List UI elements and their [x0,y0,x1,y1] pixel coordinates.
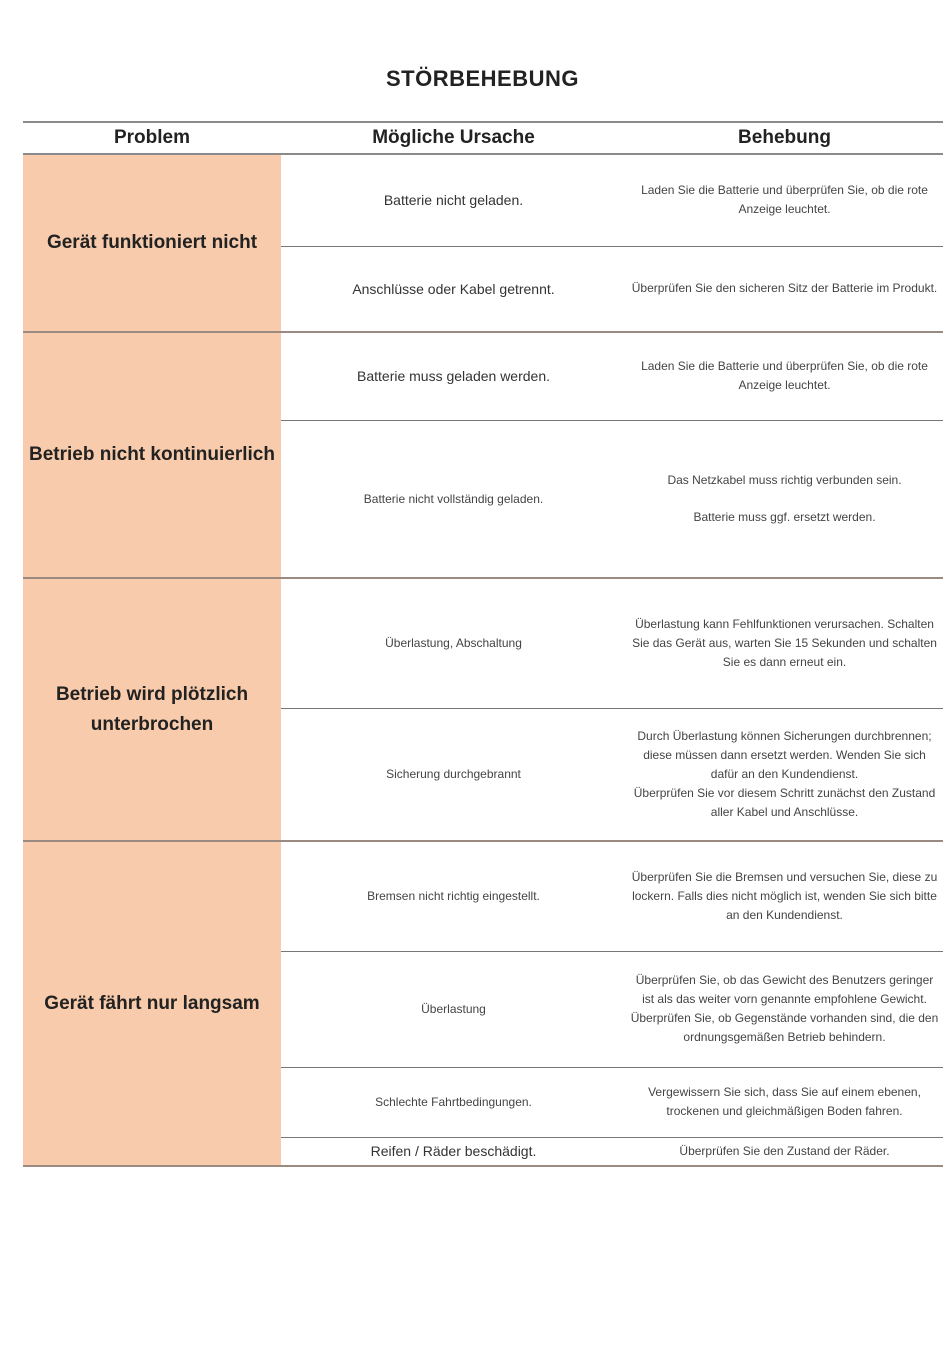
cause-cell: Schlechte Fahrtbedingungen. [281,1067,626,1137]
problem-cell: Gerät fährt nur langsam [23,841,281,1166]
table-row [23,578,943,708]
table-header [23,122,943,154]
cause-cell: Sicherung durchgebrannt [281,708,626,841]
fix-text-line: Überprüfen Sie, ob das Gewicht des Benutzers geringer ist als das weiter vorn genannte empfohlene Gewicht. [635,973,934,1006]
fix-cell: Vergewissern Sie sich, dass Sie auf einem ebenen, trockenen und gleichmäßigen Boden fahren. [626,1067,943,1137]
header-problem: Problem [23,122,281,154]
cause-cell: Reifen / Räder beschädigt. [281,1137,626,1166]
header-fix: Behebung [626,122,943,154]
fix-text-line: Das Netzkabel muss richtig verbunden sein. [667,472,902,487]
cause-cell: Bremsen nicht richtig eingestellt. [281,841,626,951]
fix-text-line: Batterie muss ggf. ersetzt werden. [693,509,876,524]
fix-cell: Überprüfen Sie den Zustand der Räder. [626,1137,943,1166]
table-row [23,154,943,246]
problem-cell: Betrieb wird plötzlich unterbrochen [23,578,281,841]
cause-cell: Überlastung [281,951,626,1067]
fix-text-line: Durch Überlastung können Sicherungen durchbrennen; diese müssen dann ersetzt werden. Wenden Sie sich dafür an den Kundendienst. [637,728,932,781]
problem-cell: Betrieb nicht kontinuierlich [23,332,281,578]
troubleshooting-table [23,121,943,1167]
table-row [23,332,943,420]
fix-cell: Laden Sie die Batterie und überprüfen Sie, ob die rote Anzeige leuchtet. [626,154,943,246]
fix-cell [626,951,943,1067]
fix-text-line: Überprüfen Sie, ob Gegenstände vorhanden sind, die den ordnungsgemäßen Betrieb behindern. [630,1011,939,1044]
header-cause: Mögliche Ursache [281,122,626,154]
cause-cell: Batterie nicht vollständig geladen. [281,420,626,578]
fix-cell [626,708,943,841]
fix-cell [626,420,943,578]
fix-cell: Überprüfen Sie die Bremsen und versuchen Sie, diese zu lockern. Falls dies nicht möglich ist, wenden Sie sich bitte an den Kundendienst. [626,841,943,951]
cause-cell: Batterie nicht geladen. [281,154,626,246]
cause-cell: Überlastung, Abschaltung [281,578,626,708]
problem-cell: Gerät funktioniert nicht [23,154,281,332]
cause-cell: Batterie muss geladen werden. [281,332,626,420]
cause-cell: Anschlüsse oder Kabel getrennt. [281,246,626,332]
fix-cell: Laden Sie die Batterie und überprüfen Sie, ob die rote Anzeige leuchtet. [626,332,943,420]
fix-cell: Überlastung kann Fehlfunktionen verursachen. Schalten Sie das Gerät aus, warten Sie 15 Sekunden und schalten Sie es dann erneut ein. [626,578,943,708]
header-row [23,122,943,154]
document-title: STÖRBEHEBUNG [385,66,579,91]
fix-text-line: Überprüfen Sie vor diesem Schritt zunächst den Zustand aller Kabel und Anschlüsse. [633,785,936,819]
table-row [23,841,943,951]
fix-cell: Überprüfen Sie den sicheren Sitz der Batterie im Produkt. [626,246,943,332]
